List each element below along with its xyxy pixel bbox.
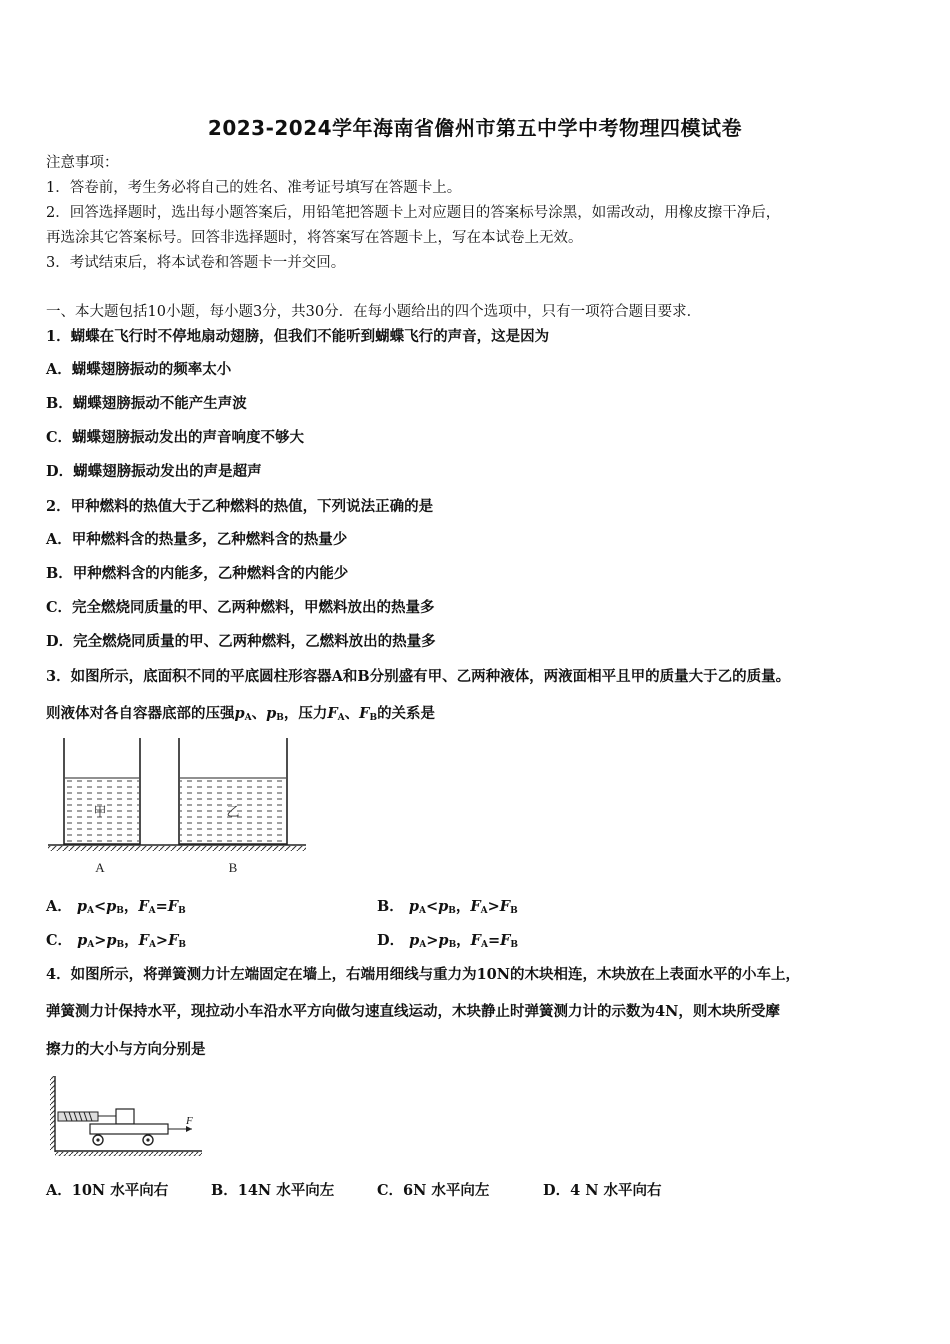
- force-label: F: [186, 1115, 193, 1127]
- wood-block: [116, 1109, 134, 1124]
- q2-option-a: A．甲种燃料含的热量多，乙种燃料含的热量少: [46, 531, 348, 548]
- q1-option-a: A．蝴蝶翅膀振动的频率太小: [46, 361, 232, 378]
- q3-option-a: A． $p_A<p_B$，$F_A=F_B$: [46, 898, 186, 916]
- floor-hatch: [55, 1152, 202, 1156]
- liquid-a-label: 甲: [93, 805, 107, 820]
- q4-option-c: C．6N 水平向左: [377, 1182, 490, 1199]
- q4-cart-figure: [46, 1074, 206, 1156]
- cart-body: [90, 1124, 168, 1134]
- q2-option-c: C．完全燃烧同质量的甲、乙两种燃料，甲燃料放出的热量多: [46, 599, 435, 616]
- q3-stem-line1: 3．如图所示，底面积不同的平底圆柱形容器A和B分别盛有甲、乙两种液体，两液面相平且甲的质量大于乙的质量。: [46, 668, 791, 685]
- page-title: 2023-2024学年海南省儋州市第五中学中考物理四模试卷: [207, 116, 743, 140]
- q3-option-d: D． $p_A>p_B$，$F_A=F_B$: [377, 932, 519, 950]
- ground-hatch: [48, 846, 306, 851]
- container-a-label: A: [95, 860, 105, 875]
- q2-option-b: B．甲种燃料含的内能多，乙种燃料含的内能少: [46, 565, 349, 582]
- q2-option-d: D．完全燃烧同质量的甲、乙两种燃料，乙燃料放出的热量多: [46, 633, 436, 650]
- q4-stem-line3: 擦力的大小与方向分别是: [46, 1041, 206, 1058]
- q1-option-b: B．蝴蝶翅膀振动不能产生声波: [46, 395, 247, 412]
- section-heading: 一、本大题包括10小题，每小题3分，共30分．在每小题给出的四个选项中，只有一项符合题目要求．: [46, 304, 702, 320]
- note-item: 再选涂其它答案标号。回答非选择题时，将答案写在答题卡上，写在本试卷上无效。: [46, 230, 583, 246]
- liquid-b-label: 乙: [226, 805, 240, 820]
- container-b-label: B: [228, 860, 238, 875]
- note-item: 3．考试结束后，将本试卷和答题卡一并交回。: [46, 255, 346, 271]
- q1-option-c: C．蝴蝶翅膀振动发出的声音响度不够大: [46, 429, 305, 446]
- q4-stem-line2: 弹簧测力计保持水平，现拉动小车沿水平方向做匀速直线运动，木块静止时弹簧测力计的示数为4N，则木块所受摩: [46, 1003, 780, 1020]
- q3-option-b: B． $p_A<p_B$，$F_A>F_B$: [377, 898, 518, 916]
- q3-containers-figure: [46, 736, 308, 881]
- q1-stem: 1．蝴蝶在飞行时不停地扇动翅膀，但我们不能听到蝴蝶飞行的声音，这是因为: [46, 328, 550, 345]
- q4-option-d: D．4 N 水平向右: [543, 1182, 662, 1199]
- q1-option-d: D．蝴蝶翅膀振动发出的声是超声: [46, 463, 262, 480]
- q2-stem: 2．甲种燃料的热值大于乙种燃料的热值，下列说法正确的是: [46, 498, 434, 515]
- q4-stem-line1: 4．如图所示，将弹簧测力计左端固定在墙上，右端用细线与重力为10N的木块相连，木块放在上表面水平的小车上，: [46, 966, 801, 983]
- q3-stem-line2: 则液体对各自容器底部的压强$p_A$、$p_B$，压力$F_A$、$F_B$的关系是: [46, 705, 436, 723]
- notes-heading: 注意事项：: [46, 155, 119, 171]
- note-item: 2．回答选择题时，选出每小题答案后，用铅笔把答题卡上对应题目的答案标号涂黑，如需改动，用橡皮擦干净后，: [46, 205, 781, 221]
- wall-hatch: [50, 1076, 55, 1150]
- q3-option-c: C． $p_A>p_B$，$F_A>F_B$: [46, 932, 186, 950]
- note-item: 1．答卷前，考生务必将自己的姓名、准考证号填写在答题卡上。: [46, 180, 462, 196]
- q4-option-a: A．10N 水平向右: [46, 1182, 169, 1199]
- q4-option-b: B．14N 水平向左: [211, 1182, 335, 1199]
